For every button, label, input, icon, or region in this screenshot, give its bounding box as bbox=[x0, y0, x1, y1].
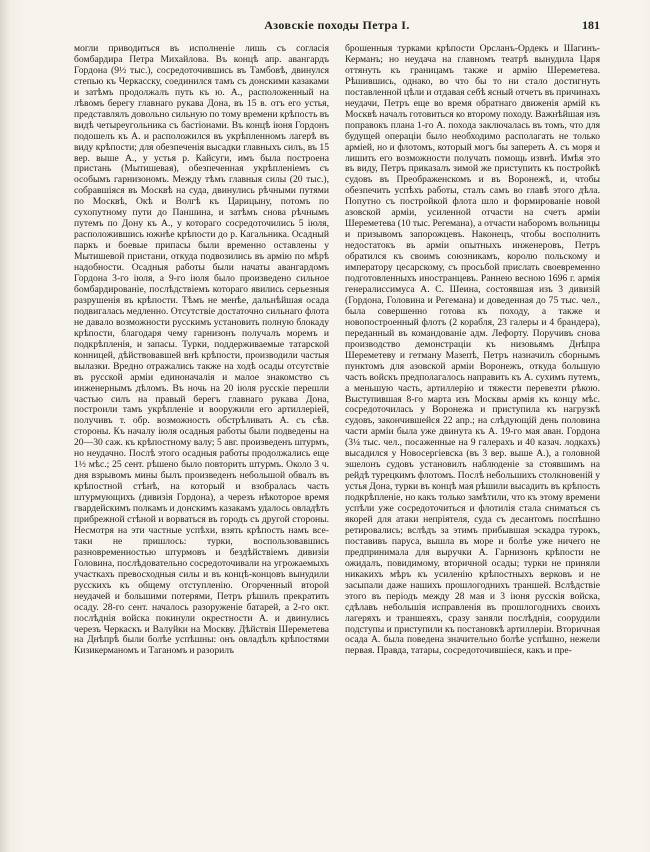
page-number: 181 bbox=[582, 18, 600, 32]
left-column-text: могли приводиться въ исполненіе лишь съ согласія бомбардира Петра Михайлова. Въ концѣ апр. авангардъ Гордона (9½ тыс.), сосредоточившись въ Тамбовѣ, двинулся степью къ Черкасску, соединился тамъ съ донскими казаками и затѣмъ продолжалъ путь къ ю. А., расположенный на лѣвомъ берегу главнаго рукава Дона, въ 15 в. отъ его устья, представлялъ довольно сильную по тому времени крѣпость въ видѣ четыреугольника съ бастіонами. Въ концѣ іюня Гордонъ подошелъ къ А. и расположился въ укрѣпленномъ лагерѣ въ виду крѣпости; для обезпеченія высадки главныхъ силъ, въ 15 вер. выше А., у устья р. Кайсуги, имъ была построена пристань (Мытишевая), обезпеченная укрѣпленіемъ съ особымъ гарнизономъ. Между тѣмъ главныя силы (20 тыс.), собравшіяся въ Москвѣ на суда, двинулись рѣчными путями по Москвѣ, Окѣ и Волгѣ къ Царицыну, потомъ по сухопутному пути до Паншина, и затѣмъ снова рѣчнымъ путемъ по Дону къ А., у котораго сосредоточились 5 іюля, расположившись южнѣе крѣпости до р. Кагальника. Осадный паркъ и боевые припасы были временно оставлены у Мытишевой пристани, откуда подвозились въ армію по мѣрѣ надобности. Осадныя работы были начаты авангардомъ Гордона 3-го іюля, а 9-го іюля было произведено сильное бомбардированіе, послѣдствіемъ котораго явились серьезныя разрушенія въ крѣпости. Тѣмъ не менѣе, дальнѣйшая осада подвигалась медленно. Отсутствіе достаточно сильнаго флота не давало возможности русскимъ установить полную блокаду крѣпости, благодаря чему гарнизонъ получалъ моремъ и подкрѣпленія, и запасы. Турки, поддерживаемые татарской конницей, дѣйствовавшей внѣ крѣпости, производили частыя вылазки. Вредно отражались также на ходѣ осады отсутствіе въ русской арміи единоначалія и малое знакомство съ инженернымъ дѣломъ. Въ ночь на 20 іюля русскіе перешли частью силъ на правый берегъ главнаго рукава Дона, построили тамъ укрѣпленіе и вооружили его артиллеріей, получивъ т. обр. возможность обстрѣливать А. съ сѣв. стороны. Къ началу іюля осадныя работы были подведены на 20—30 саж. къ крѣпостному валу; 5 авг. произведенъ штурмъ, но неудачно. Послѣ этого осадныя работы продолжались еще 1½ мѣс.; 25 сент. рѣшено было повторить штурмъ. Около 3 ч. дня взрывомъ мины былъ произведенъ небольшой обвалъ въ крѣпостной стѣнѣ, на который и взобралась часть штурмующихъ (дивизія Гордона), а черезъ нѣкоторое время гвардейскимъ полкамъ и донскимъ казакамъ удалось овладѣть прибрежной стѣной и ворваться въ городъ съ другой стороны. Несмотря на эти частные успѣхи, взять крѣпость намъ все-таки не пришлось: турки, воспользовавшись разновременностью штурмовъ и бездѣйствіемъ дивизіи Головина, послѣдовательно сосредоточивали на угрожаемыхъ участкахъ превосходныя силы и въ концѣ-концовъ вынудили русскихъ къ общему отступленію. Огорченный второй неудачей и большими потерями, Петръ рѣшилъ прекратить осаду. 28-го сент. началось разоруженіе батарей, а 2-го окт. послѣднія войска покинули окрестности А. и двинулись черезъ Черкаскъ и Валуйки на Москву. Дѣйствія Шереметева на Днѣпрѣ были болѣе успѣшны: онъ овладѣлъ крѣпостями Кизикерманомъ и Таганомъ и разорилъ bbox=[74, 44, 329, 657]
text-columns bbox=[74, 44, 600, 844]
right-column-text: брошенныя турками крѣпости Орсланъ-Ордекъ и Шагинъ-Керманъ; но неудача на главномъ театрѣ вынудила Царя оттянуть къ границамъ также и армію Шереметева. Рѣшившись, однако, во что бы то ни стало достигнуть поставленной цѣли и отдавая себѣ ясный отчетъ въ причинахъ неудачи, Петръ еще во время обратнаго движенія армій къ Москвѣ началъ готовиться ко второму походу. Важнѣйшая изъ поправокъ плана 1-го А. похода заключалась въ томъ, что для будущей операціи было необходимо располагать не только арміей, но и флотомъ, который могъ бы запереть А. съ моря и лишить его возможности получать помощь извнѣ. Имѣя это въ виду, Петръ приказалъ зимой же приступить къ постройкѣ судовъ въ Преображенскомъ и въ Воронежѣ, и, чтобы обезпечить успѣхъ работы, сталъ самъ во главѣ этого дѣла. Попутно съ постройкой флота шло и формированіе новой азовской арміи, усиленной отчасти на счетъ арміи Шереметева (10 тыс. Регемана), а отчасти наборомъ вольницы и призывомъ запорожцевъ. Наконецъ, чтобы восполнить недостатокъ въ арміи опытныхъ инженеровъ, Петръ обратился къ своимъ союзникамъ, королю польскому и императору цесарскому, съ просьбой прислать своевременно подготовленныхъ иностранцевъ. Раннею весною 1696 г. армія генералиссимуса А. С. Шеина, состоявшая изъ 3 дивизій (Гордона, Головина и Регемана) и доведенная до 75 тыс. чел., была совершенно готова къ походу, а также и новопостроенный флотъ (2 корабля, 23 галеры и 4 брандера), переданный въ командованіе адм. Лефорту. Поручивъ снова производство демонстраціи къ низовьямъ Днѣпра Шереметеву и гетману Мазепѣ, Петръ назначилъ сборнымъ пунктомъ для азовской арміи Воронежъ, откуда большую часть войскъ предполагалось направить къ А. сухимъ путемъ, а меньшую часть, артиллерію и тяжести перевезти рѣкою. Выступившая 8-го марта изъ Москвы армія къ концу мѣс. сосредоточилась у Воронежа и приступила къ нагрузкѣ судовъ, закончившейся 22 апр.; на слѣдующій день половина части арміи была уже двинута къ А. 19-го мая аван. Гордона (3¼ тыс. чел., посаженные на 9 галерахъ и 40 казач. лодкахъ) высадился у Новосергіевска (въ 3 вер. выше А.), а головной эшелонъ судовъ установилъ наблюденіе за стоявшимъ на рейдѣ турецкимъ флотомъ. Послѣ небольшихъ столкновеній у устья Дона, турки въ концѣ мая рѣшили высадить въ крѣпость подкрѣпленіе, но какъ только замѣтили, что къ этому времени успѣли уже сосредоточиться и флотилія стала сниматься съ якорей для атаки непріятеля, суда съ десантомъ поспѣшно ретировались; вслѣдъ за этимъ прибывшая эскадра турокъ, поставивъ паруса, вышла въ море и болѣе уже ничего не предпринимала для выручки А. Гарнизонъ крѣпости не ожидалъ, повидимому, вторичной осады; турки не приняли никакихъ мѣръ къ усиленію крѣпостныхъ верковъ и не засыпали даже нашихъ прошлогоднихъ траншей. Вслѣдствіе этого въ періодъ между 28 мая и 3 іюня русскія войска, сдѣлавъ небольшія исправленія въ прошлогоднихъ своихъ лагеряхъ и траншеяхъ, сразу заняли послѣднія, соорудили подступы и приступили къ постановкѣ артиллеріи. Вторичная осада А. была поведена значительно болѣе успѣшно, нежели первая. Правда, татары, сосредоточившіеся, какъ и пре- bbox=[345, 44, 600, 657]
page-content bbox=[74, 18, 600, 844]
page-header bbox=[74, 18, 600, 36]
running-title: Азовскіе походы Петра I. bbox=[264, 18, 410, 32]
